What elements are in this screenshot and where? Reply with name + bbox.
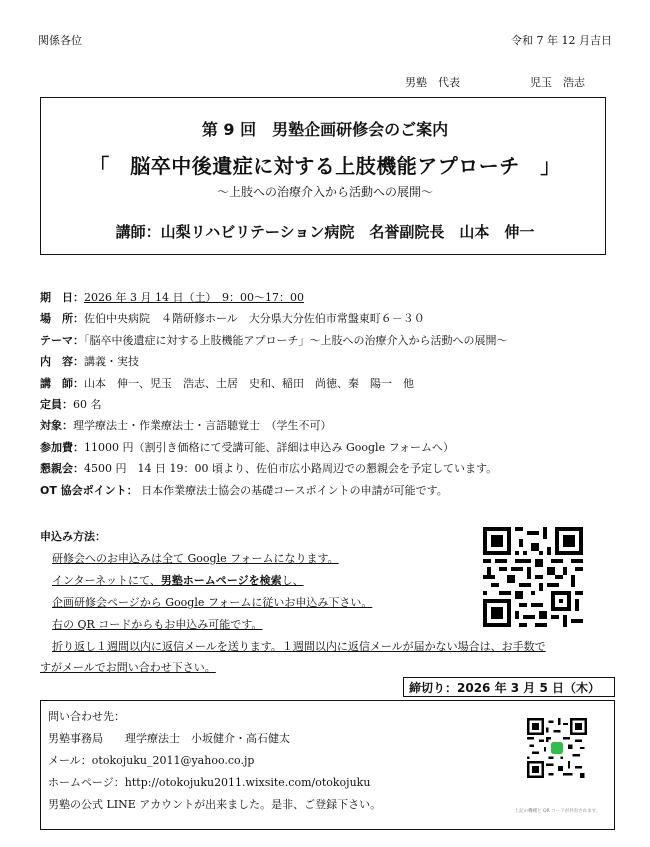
deadline-box: 締切り：2026 年 3 月 5 日（木） — [403, 677, 615, 697]
info-date — [40, 287, 508, 308]
contact-heading: 問い合わせ先： — [48, 710, 125, 723]
info-fee-label: 参加費： — [40, 440, 84, 454]
event-info — [40, 287, 508, 501]
apply-line-4: 右の QR コードからもお申込み可能です。 — [52, 618, 263, 631]
event-subtitle: ～上肢への治療介入から活動への展開～ — [216, 185, 433, 199]
qr-caption: 上記の機種と QR コードが共有されます。 — [514, 809, 601, 814]
sender-name: 児玉 浩志 — [530, 76, 585, 89]
info-party — [40, 458, 508, 479]
lecturer-line: 講師：山梨リハビリテーション病院 名誉副院長 山本 伸一 — [115, 223, 535, 241]
info-capacity — [40, 394, 508, 415]
info-party-value: 4500 円 14 日 19：00 頃より、佐伯市広小路周辺での懇親会を予定しています。 — [84, 462, 498, 476]
info-theme-label: テーマ： — [40, 333, 84, 347]
info-ot-label: OT 協会ポイント： — [40, 483, 138, 497]
info-ot-points — [40, 480, 508, 501]
apply-line-2a: インターネットにて、 — [52, 574, 161, 587]
info-target-value: 理学療法士・作業療法士・言語聴覚士 （学生不可） — [73, 419, 332, 433]
event-theme-title: 「 脳卒中後遺症に対する上肢機能アプローチ 」 — [89, 154, 561, 178]
recipients: 関係各位 — [38, 34, 82, 47]
contact-homepage[interactable]: ホームページ：http://otokojuku2011.wixsite.com/otokojuku — [48, 776, 371, 789]
info-ot-value: 日本作業療法士協会の基礎コースポイントの申請が可能です。 — [141, 483, 448, 497]
info-target-label: 対象： — [40, 419, 73, 433]
apply-line-6: すがメールでお問い合わせ下さい。 — [40, 661, 216, 674]
info-capacity-value: 60 名 — [73, 398, 102, 412]
info-capacity-label: 定員： — [40, 398, 73, 412]
info-lecturers-label: 講 師： — [40, 376, 84, 390]
info-place-label: 場 所： — [40, 312, 84, 326]
application-qr-code[interactable] — [483, 527, 583, 627]
apply-section — [40, 528, 546, 674]
line-qr-code[interactable] — [527, 718, 587, 778]
apply-line-5: 折り返し１週間以内に返信メールを送ります。１週間以内に返信メールが届かない場合は、お手数で — [52, 640, 546, 653]
apply-line-3: 企画研修会ページから Google フォームに従いお申込み下さい。 — [52, 596, 373, 609]
info-content-value: 講義・実技 — [84, 355, 139, 369]
apply-line-2 — [52, 572, 304, 588]
info-lecturers-value: 山本 伸一、児玉 浩志、土居 史和、稲田 尚徳、秦 陽一 他 — [84, 376, 414, 390]
sender — [405, 74, 585, 90]
event-title: 第 9 回 男塾企画研修会のご案内 — [201, 120, 449, 139]
info-theme-value: 「脳卒中後遺症に対する上肢機能アプローチ」～上肢への治療介入から活動への展開～ — [84, 333, 508, 347]
homepage-search-link[interactable]: 男塾ホームページを検索 — [160, 574, 282, 587]
contact-office: 男塾事務局 理学療法士 小坂健介・高石健太 — [48, 732, 290, 745]
info-content — [40, 351, 508, 372]
contact-line-account: 男塾の公式 LINE アカウントが出来ました。是非、ご登録下さい。 — [48, 798, 382, 811]
sender-org: 男塾 代表 — [405, 76, 460, 89]
apply-line-1: 研修会へのお申込みは全て Google フォームになります。 — [52, 552, 339, 565]
info-place — [40, 308, 508, 329]
info-lecturers — [40, 373, 508, 394]
issue-date: 令和 7 年 12 月吉日 — [511, 34, 612, 47]
info-place-value: 佐伯中央病院 ４階研修ホール 大分県大分佐伯市常盤東町６－３０ — [84, 312, 425, 326]
info-date-value: 2026 年 3 月 14 日（土） 9：00～17：00 — [84, 291, 304, 304]
contact-mail[interactable]: メール：otokojuku_2011@yahoo.co.jp — [48, 754, 255, 767]
info-party-label: 懇親会： — [40, 462, 84, 476]
info-content-label: 内 容： — [40, 355, 84, 369]
apply-line-2c: し、 — [281, 574, 304, 587]
info-theme — [40, 330, 508, 351]
apply-heading: 申込み方法： — [40, 530, 106, 543]
info-fee — [40, 437, 508, 458]
info-fee-value: 11000 円（割引き価格にて受講可能、詳細は申込み Google フォームへ） — [84, 440, 455, 454]
info-target — [40, 415, 508, 436]
info-date-label: 期 日： — [40, 291, 84, 304]
